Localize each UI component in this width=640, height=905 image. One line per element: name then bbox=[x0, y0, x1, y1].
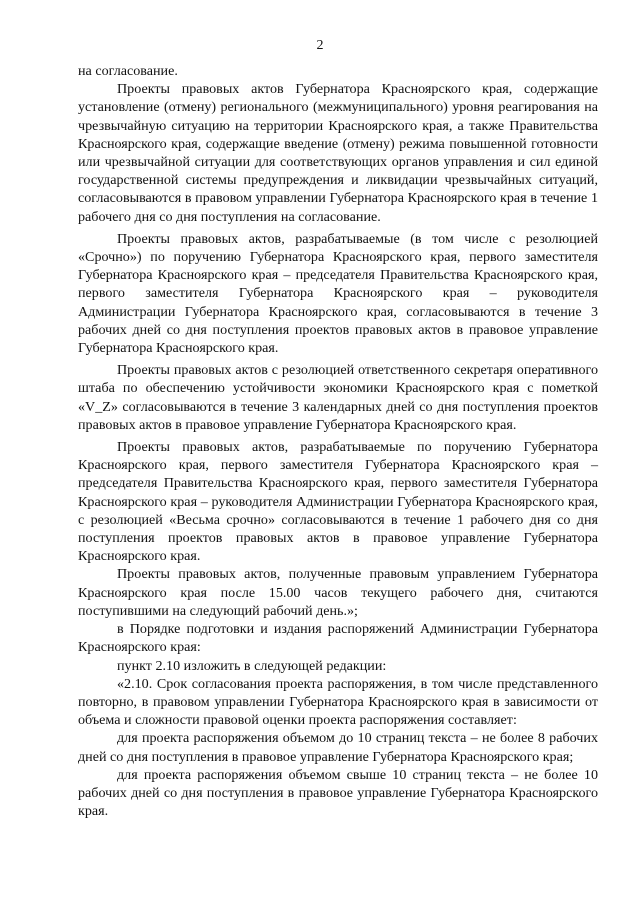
paragraph-vz-acts: Проекты правовых актов с резолюцией ответственного секретаря оперативного штаба по обеспечению устойчивости экономики Красноярского края с пометкой «V_Z» согласовываются в течение 3 календарных дней со дня поступления проектов правовых актов в правовое управление Губернатора Красноярского края. bbox=[78, 362, 598, 433]
paragraph-over-10-pages: для проекта распоряжения объемом свыше 10 страниц текста – не более 10 рабочих дней со дня поступления в правовое управление Губернатора Красноярского края. bbox=[78, 766, 598, 820]
paragraph-continuation: на согласование. bbox=[78, 63, 178, 79]
paragraph-clause-2-10: «2.10. Срок согласования проекта распоряжения, в том числе представленного повторно, в правовом управлении Губернатора Красноярского края в зависимости от объема и сложности правовой оценки проекта распоряжения составляет: bbox=[78, 675, 598, 729]
paragraph-order-procedure: в Порядке подготовки и издания распоряжений Администрации Губернатора Красноярского края: bbox=[78, 621, 598, 656]
paragraph-emergency-acts: Проекты правовых актов Губернатора Красноярского края, содержащие установление (отмену) регионального (межмуниципального) уровня реагирования на чрезвычайную ситуацию на территории Красноярского края, а также Правительства Красноярского края, содержащие введение (отмену) режима повышенной готовности или чрезвычайной ситуации для соответствующих органов управления и сил единой государственной системы предупреждения и ликвидации чрезвычайных ситуаций, согласовываются в правовом управлении Губернатора Красноярского края в течение 1 рабочего дня со дня поступления на согласование. bbox=[78, 81, 598, 225]
page-number: 2 bbox=[316, 38, 324, 53]
paragraph-very-urgent-acts: Проекты правовых актов, разрабатываемые по поручению Губернатора Красноярского края, первого заместителя Губернатора Красноярского края – председателя Правительства Красноярского края, первого заместителя Губернатора Красноярского края – руководителя Администрации Губернатора Красноярского края, с резолюцией «Весьма срочно» согласовываются в течение 1 рабочего дня со дня поступления проектов правовых актов в правовое управление Губернатора Красноярского края. bbox=[78, 439, 598, 565]
paragraph-clause-intro: пункт 2.10 изложить в следующей редакции: bbox=[117, 657, 387, 674]
paragraph-urgent-acts: Проекты правовых актов, разрабатываемые (в том числе с резолюцией «Срочно») по поручению Губернатора Красноярского края, первого заместителя Губернатора Красноярского края – председателя Правительства Красноярского края, первого заместителя Губернатора Красноярского края – руководителя Администрации Губернатора Красноярского края, согласовываются в течение 3 рабочих дней со дня поступления проектов правовых актов в правовое управление Губернатора Красноярского края. bbox=[78, 230, 598, 357]
paragraph-up-to-10-pages: для проекта распоряжения объемом до 10 страниц текста – не более 8 рабочих дней со дня поступления в правовое управление Губернатора Красноярского края; bbox=[78, 730, 598, 765]
document-body bbox=[78, 62, 598, 820]
paragraph-after-hours: Проекты правовых актов, полученные правовым управлением Губернатора Красноярского края после 15.00 часов текущего рабочего дня, считаются поступившими на следующий рабочий день.»; bbox=[78, 566, 598, 619]
